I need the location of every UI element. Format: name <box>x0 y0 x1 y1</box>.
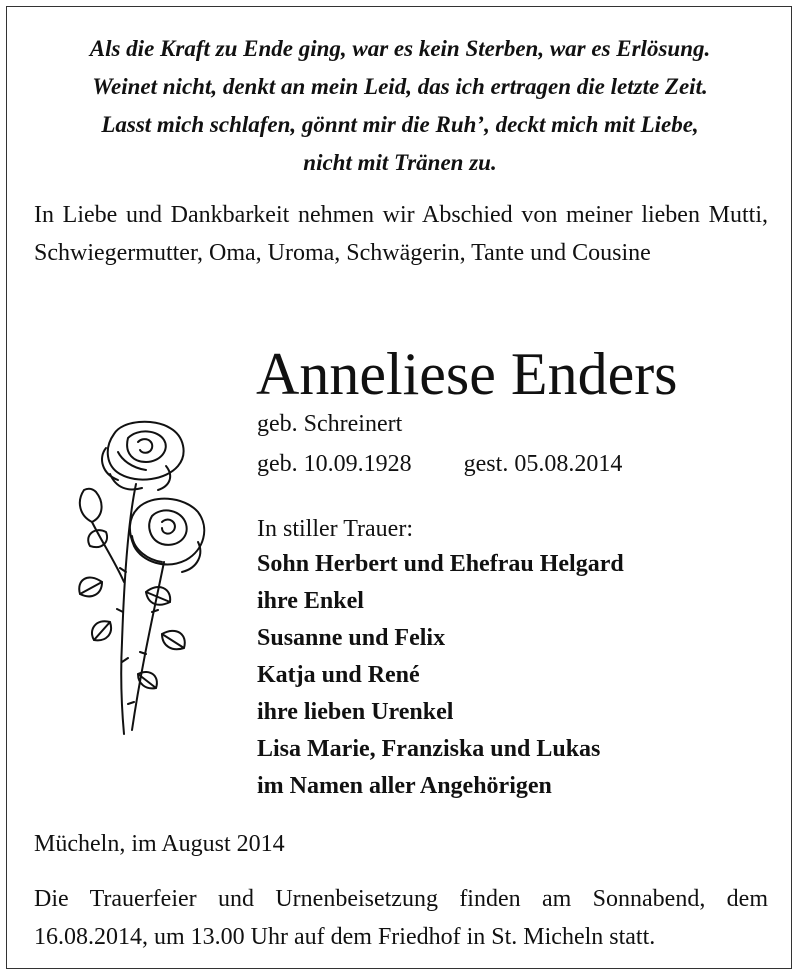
mourner-line: Sohn Herbert und Ehefrau Helgard <box>257 551 624 577</box>
mourner-line: Katja und René <box>257 662 420 688</box>
place-and-date: Mücheln, im August 2014 <box>34 831 285 857</box>
birth-date: geb. 10.09.1928 <box>257 451 412 477</box>
maiden-name: geb. Schreinert <box>257 411 403 437</box>
deceased-name: Anneliese Enders <box>256 341 678 407</box>
mourning-label: In stiller Trauer: <box>257 516 413 542</box>
life-dates <box>257 446 622 482</box>
mourner-line: ihre lieben Urenkel <box>257 699 454 725</box>
mourners-list <box>257 546 624 805</box>
mourner-line: ihre Enkel <box>257 588 364 614</box>
funeral-service-info: Die Trauerfeier und Urnenbeisetzung finden am Sonnabend, dem 16.08.2014, um 13.00 Uhr auf dem Friedhof in St. Micheln statt. <box>34 886 768 950</box>
farewell-intro: In Liebe und Dankbarkeit nehmen wir Abschied von meiner lieben Mutti, Schwiegermutter, Oma, Uroma, Schwägerin, Tante und Cousine <box>34 202 768 266</box>
verse-line: Weinet nicht, denkt an mein Leid, das ich ertragen die letzte Zeit. <box>92 74 708 99</box>
mourner-line: Lisa Marie, Franziska und Lukas <box>257 736 601 762</box>
verse-line: Lasst mich schlafen, gönnt mir die Ruh’, deckt mich mit Liebe, <box>101 112 699 137</box>
memorial-verse <box>10 30 790 182</box>
death-date: gest. 05.08.2014 <box>463 451 623 477</box>
verse-line: Als die Kraft zu Ende ging, war es kein Sterben, war es Erlösung. <box>89 36 711 61</box>
rose-illustration <box>62 412 222 742</box>
mourner-line: Susanne und Felix <box>257 625 446 651</box>
verse-line: nicht mit Tränen zu. <box>303 150 497 175</box>
mourner-line: im Namen aller Angehörigen <box>257 773 552 799</box>
